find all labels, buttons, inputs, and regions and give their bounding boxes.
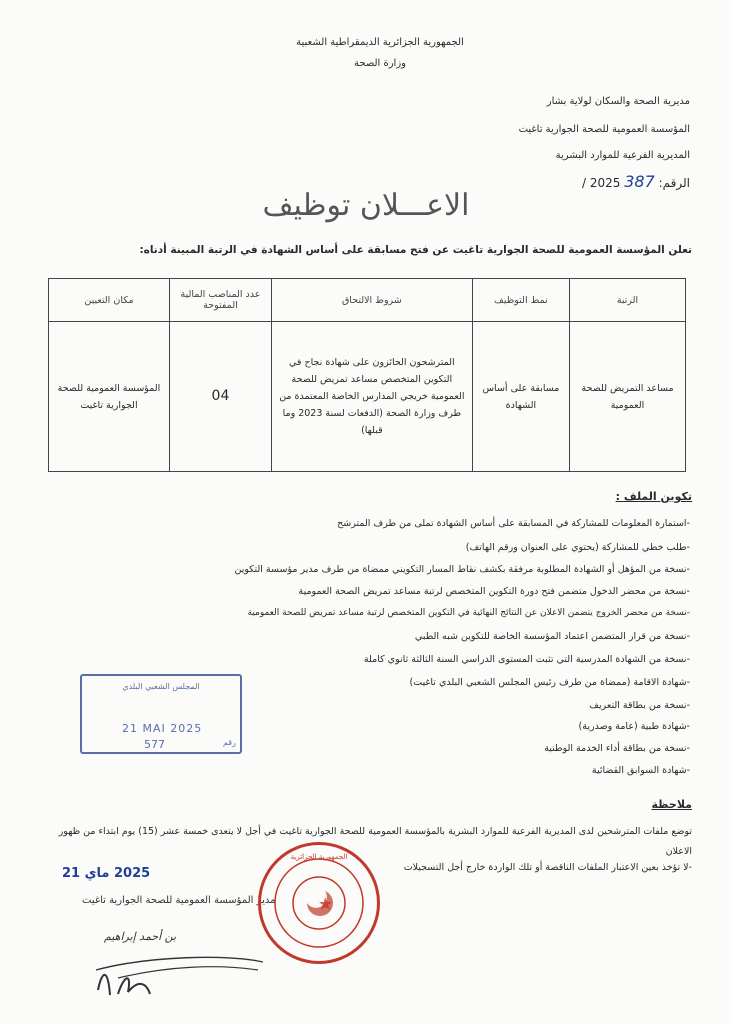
note-line-1: توضع ملفات المترشحين لدى المديرية الفرعية للموارد البشرية بالمؤسسة العمومية للصحة الجوارية تاغيت في أجل لا يتعدى خمسة عشر (15) يوم ابتداء من ظهور الاعلان [58, 826, 692, 857]
col-conditions: شروط الالتحاق [271, 279, 472, 322]
cell-rank: مساعد التمريض للصحة العمومية [570, 322, 686, 472]
positions-table [48, 278, 686, 472]
cell-positions: 04 [169, 322, 271, 472]
stamp-header: المجلس الشعبي البلدي [122, 682, 200, 691]
list-item: -شهادة طبية (عامة وصدرية) [578, 721, 690, 732]
sender-line-3: المديرية الفرعية للموارد البشرية [555, 150, 690, 161]
stamp-date: 21 MAI 2025 [122, 722, 203, 735]
table-header-row [49, 279, 686, 322]
sender-line-1: مديرية الصحة والسكان لولاية بشار [546, 96, 690, 107]
ministry-header: وزارة الصحة [354, 58, 406, 69]
list-item: -نسخة من محضر الخروج يتضمن الاعلان عن النتائج النهائية في التكوين المتخصص لرتبة مساعد تمريض للصحة العمومية [247, 608, 690, 618]
list-item: -نسخة من بطاقة التعريف [589, 700, 690, 711]
list-item: -نسخة من محضر الدخول متضمن فتح دورة التكوين المتخصص لرتبة مساعد تمريض الصحة العمومية [298, 586, 690, 597]
list-item: -نسخة من المؤهل أو الشهادة المطلوبة مرفقة بكشف نقاط المسار التكويني ممضاة من طرف مدير مؤسسة التكوين [234, 564, 690, 575]
intro-text: تعلن المؤسسة العمومية للصحة الجوارية تاغيت عن فتح مسابقة على أساس الشهادة في الرتبة المبينة أدناه: [139, 244, 692, 256]
table-row [49, 322, 686, 472]
cell-place: المؤسسة العمومية للصحة الجوارية تاغيت [49, 322, 170, 472]
notes-title: ملاحظة [651, 798, 692, 811]
stamp-number: 577 [144, 738, 165, 751]
handwritten-signature [88, 950, 268, 1010]
list-item: -استمارة المعلومات للمشاركة في المسابقة على أساس الشهادة تملى من طرف المترشح [337, 518, 690, 529]
col-place: مكان التعيين [49, 279, 170, 322]
col-mode: نمط التوظيف [472, 279, 569, 322]
signature-position: مدير المؤسسة العمومية للصحة الجوارية تاغيت [82, 895, 276, 906]
stamp-label: رقم [222, 738, 236, 747]
signature-name: بن أحمد إبراهيم [104, 930, 177, 943]
list-item: -شهادة الاقامة (ممضاة من طرف رئيس المجلس الشعبي البلدي تاغيت) [409, 677, 690, 688]
official-seal [258, 842, 380, 964]
note-line-2: -لا تؤخذ بعين الاعتبار الملفات الناقصة أو تلك الواردة خارج أجل التسجيلات [403, 862, 692, 873]
list-item: -طلب خطي للمشاركة (يحتوي على العنوان ورقم الهاتف) [465, 542, 690, 553]
page-title: الاعـــلان توظيف [262, 188, 470, 223]
seal-emblem-icon [261, 845, 377, 961]
col-rank: الرتبة [570, 279, 686, 322]
cell-conditions: المترشحون الحائزون على شهادة نجاح في التكوين المتخصص مساعد تمريض للصحة العمومية خريجي المدارس الخاصة المعتمدة من طرف وزارة الصحة (الدفعات لسنة 2023 وما قبلها) [271, 322, 472, 472]
list-item: -شهادة السوابق القضائية [591, 765, 690, 776]
list-item: -نسخة من قرار المتضمن اعتماد المؤسسة الخاصة للتكوين شبه الطبي [414, 631, 690, 642]
list-item: -نسخة من بطاقة أداء الخدمة الوطنية [544, 743, 690, 754]
sender-line-2: المؤسسة العمومية للصحة الجوارية تاغيت [518, 124, 690, 135]
republic-header: الجمهورية الجزائرية الديمقراطية الشعبية [296, 37, 464, 48]
ref-number: 387 [624, 172, 655, 191]
seal-text: الجمهورية الجزائرية [290, 853, 348, 861]
reception-stamp [80, 674, 242, 754]
ref-label: الرقم: [658, 176, 690, 190]
col-positions: عدد المناصب المالية المفتوحة [169, 279, 271, 322]
ref-year: 2025 / [582, 176, 621, 190]
cell-mode: مسابقة على أساس الشهادة [472, 322, 569, 472]
list-item: -نسخة من الشهادة المدرسية التي تثبت المستوى الدراسي السنة الثالثة ثانوي كاملة [363, 654, 690, 665]
file-section-title: تكوين الملف : [615, 490, 692, 503]
signature-date: 2025 ماي 21 [62, 866, 151, 881]
